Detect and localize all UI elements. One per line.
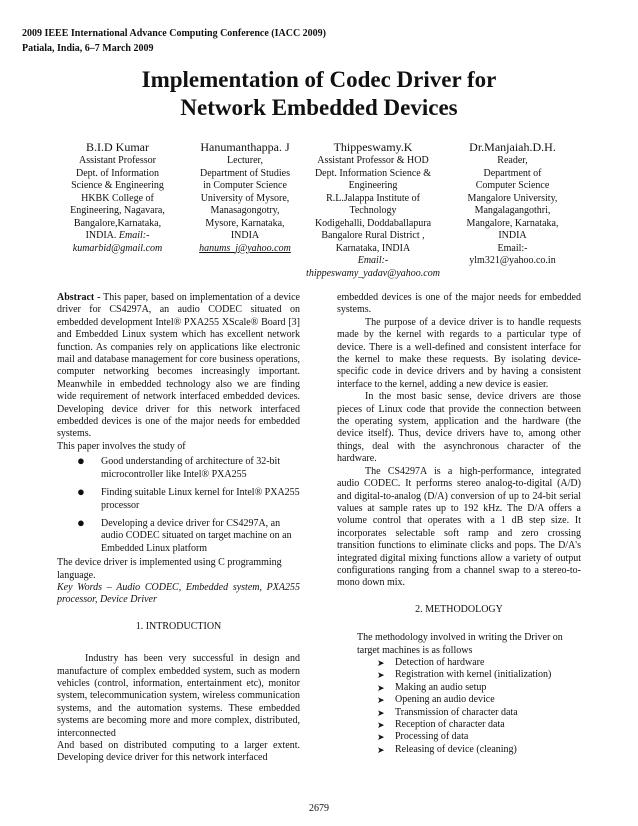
list-item-text: Registration with kernel (initialization) [395, 669, 552, 681]
conference-header [22, 26, 326, 56]
affiliation-line: University of Mysore, [200, 192, 290, 204]
keywords: Key Words – Audio CODEC, Embedded system, PXA255 processor, Device Driver [57, 581, 300, 606]
author-block-4 [450, 140, 575, 268]
affiliation-line: Department of Studies [200, 167, 290, 179]
list-item [57, 484, 300, 512]
list-item-text: Transmission of character data [395, 706, 518, 718]
conference-line-2: Patiala, India, 6–7 March 2009 [22, 43, 154, 54]
author-email[interactable]: thippeswamy_yadav@yahoo.com [306, 267, 440, 279]
list-item [57, 453, 300, 481]
list-item [337, 682, 581, 694]
affiliation-line: INDIA [498, 230, 527, 241]
paper-title [0, 66, 638, 122]
intro-paragraph-2: And based on distributed computing to a larger extent. Developing device driver for this network interfaced [57, 740, 300, 764]
affiliation-line: Department of [483, 167, 542, 179]
affiliation-line: Engineering [348, 180, 398, 191]
affiliation-line: Mangalore University, [467, 192, 558, 204]
author-name: Hanumanthappa. J [200, 140, 290, 154]
list-item-text: Detection of hardware [395, 656, 485, 668]
author-email[interactable]: kumarbid@gmail.com [72, 242, 163, 254]
list-item [337, 669, 581, 681]
page-number: 2679 [309, 803, 329, 814]
author-block-3 [298, 140, 448, 280]
affiliation-line: Bangalore Rural District , [321, 230, 425, 241]
list-item-text: Good understanding of architecture of 32-bit microcontroller like Intel® PXA255 [101, 456, 281, 480]
abstract-bullet-list [57, 453, 300, 555]
affiliation-line: in Computer Science [203, 180, 287, 191]
arrow-bullet-icon: ➤ [377, 732, 385, 743]
arrow-bullet-icon: ➤ [377, 695, 385, 706]
list-item [57, 514, 300, 555]
affiliation-line: Mangalore, Karnataka, [466, 217, 559, 229]
body-paragraph-1: The purpose of a device driver is to handle requests made by the kernel with regards to a particular type of device. There is a well-defined and consistent interface for the kernel to make these requests. By isolating device-specific code in device drivers and by having a consistent interface to the kernel, adding a new device is easier. [337, 316, 581, 390]
body-paragraph-2: In the most basic sense, device drivers are those pieces of Linux code that provide the connection between the operating system, application and the hardware (the device itself). Thus, device drivers have to, among other things, deal with the asynchronous character of the hardware. [337, 391, 581, 465]
affiliation-line: Engineering, Nagavara, [70, 205, 165, 216]
methodology-intro: The methodology involved in writing the Driver on target machines is as follows [357, 632, 563, 656]
author-email[interactable]: hanums_j@yahoo.com [199, 242, 291, 254]
list-item-text: Making an audio setup [395, 681, 487, 693]
arrow-bullet-icon: ➤ [377, 720, 385, 730]
bullet-icon: ● [77, 484, 85, 500]
left-column [57, 292, 300, 765]
affiliation-line: Dept. Information Science & [314, 167, 432, 179]
right-column [337, 292, 581, 756]
affiliation-line: Lecturer, [227, 155, 263, 166]
affiliation-line: Kodigehalli, Doddaballapura [314, 217, 432, 229]
abstract-closing: The device driver is implemented using C programming language. [57, 557, 282, 581]
affiliation-line: Technology [349, 205, 397, 216]
list-item [337, 657, 581, 669]
body-paragraph-3: The CS4297A is a high-performance, integrated audio CODEC. It performs stereo analog-to-digital (A/D) and digital-to-analog (D/A) conversion of up to 24-bit serial values at sample rates up to 192 kHz. The D/A offers a volume control that operates with a 1 dB step size. It incorporates selectable soft ramp and zero crossing transition functions to eliminate clicks and pops. The D/A's integrated digital mixing functions allow a variety of output configurations ranging from a channel swap to a stereo-to-mono down mix. [337, 465, 581, 589]
continuation-paragraph: embedded devices is one of the major needs for embedded systems. [337, 292, 581, 316]
section-heading-introduction: 1. INTRODUCTION [135, 620, 222, 632]
affiliation-line: Assistant Professor & HOD [317, 155, 429, 166]
affiliation-line: Dept. of Information [75, 167, 160, 179]
affiliation-line: Email:- [497, 242, 528, 254]
abstract-paragraph [57, 292, 300, 441]
arrow-bullet-icon: ➤ [377, 670, 385, 681]
list-item [337, 719, 581, 731]
list-item-text: Releasing of device (cleaning) [395, 743, 517, 755]
abstract-intro-line: This paper involves the study of [57, 440, 186, 452]
list-item [337, 744, 581, 756]
affiliation-line [55, 230, 180, 243]
arrow-bullet-icon: ➤ [377, 657, 385, 668]
author-name: Thippeswamy.K [333, 140, 413, 154]
affiliation-line: R.L.Jalappa Institute of [326, 192, 420, 204]
arrow-bullet-icon: ➤ [377, 744, 385, 755]
author-block-2 [180, 140, 310, 255]
arrow-bullet-icon: ➤ [377, 682, 385, 693]
affiliation-line: HKBK College of [81, 192, 154, 204]
section-heading-methodology: 2. METHODOLOGY [415, 603, 503, 615]
bullet-icon: ● [77, 453, 85, 469]
abstract-label: Abstract - [57, 292, 101, 303]
affiliation-line: Karnataka, INDIA [335, 242, 411, 254]
list-item [337, 707, 581, 719]
arrow-bullet-icon: ➤ [377, 707, 385, 718]
list-item-text: Reception of character data [395, 719, 505, 730]
author-name: Dr.Manjaiah.D.H. [469, 140, 556, 154]
methodology-step-list [337, 657, 581, 756]
affiliation-line: Science & Engineering [71, 180, 164, 191]
affiliation-line: Bangalore,Karnataka, [73, 217, 162, 229]
affiliation-line: Mangalagangothri, [474, 205, 551, 216]
affiliation-line: INDIA [230, 230, 260, 241]
intro-paragraph-1: Industry has been very successful in design and manufacture of complex embedded system, such as modern vehicles (control, information, entertainment etc), monitor system, telecommunication system, wireless communication systems, and the automation systems. These embedded systems are becoming more and more complex, distributed, interconnected [57, 653, 300, 739]
author-email[interactable]: ylm321@yahoo.co.in [469, 255, 556, 266]
list-item-text: Opening an audio device [395, 694, 495, 706]
abstract-text: This paper, based on implementation of a device driver for CS4297A, an audio CODEC situated on embedded development Intel® PXA255 XScale® Board [3] and Embedded Linux system which has excellent network function. As companies rely on applications like electronic mail and database management for core business operations, computer networking becomes increasingly important. Meanwhile in embedded technology also we are finding wide requirement of network interfaced embedded devices. Developing device driver for this network interfaced embedded devices is one of the major needs for embedded systems. [57, 292, 300, 440]
title-line-1: Implementation of Codec Driver for [141, 67, 497, 92]
email-label: Email:- [357, 255, 389, 266]
list-item [337, 731, 581, 743]
conference-line-1: 2009 IEEE International Advance Computing Conference (IACC 2009) [22, 28, 326, 39]
list-item-text: Finding suitable Linux kernel for Intel® PXA255 processor [101, 487, 300, 511]
bullet-icon: ● [77, 514, 85, 530]
email-label: Email:- [118, 230, 150, 241]
affiliation-line: Mysore, Karnataka, [205, 217, 285, 229]
city-text: INDIA. [85, 230, 117, 241]
list-item [337, 694, 581, 706]
author-name: B.I.D Kumar [86, 140, 149, 154]
affiliation-line: Manasagongotry, [210, 205, 280, 216]
affiliation-line: Computer Science [475, 180, 550, 191]
list-item-text: Processing of data [395, 731, 469, 743]
affiliation-line: Assistant Professor [79, 155, 156, 166]
affiliation-line: Reader, [497, 155, 528, 166]
list-item-text: Developing a device driver for CS4297A, an audio CODEC situated on target machine on an Embedded Linux platform [101, 517, 292, 554]
title-line-2: Network Embedded Devices [180, 95, 458, 120]
author-block-1 [55, 140, 180, 255]
